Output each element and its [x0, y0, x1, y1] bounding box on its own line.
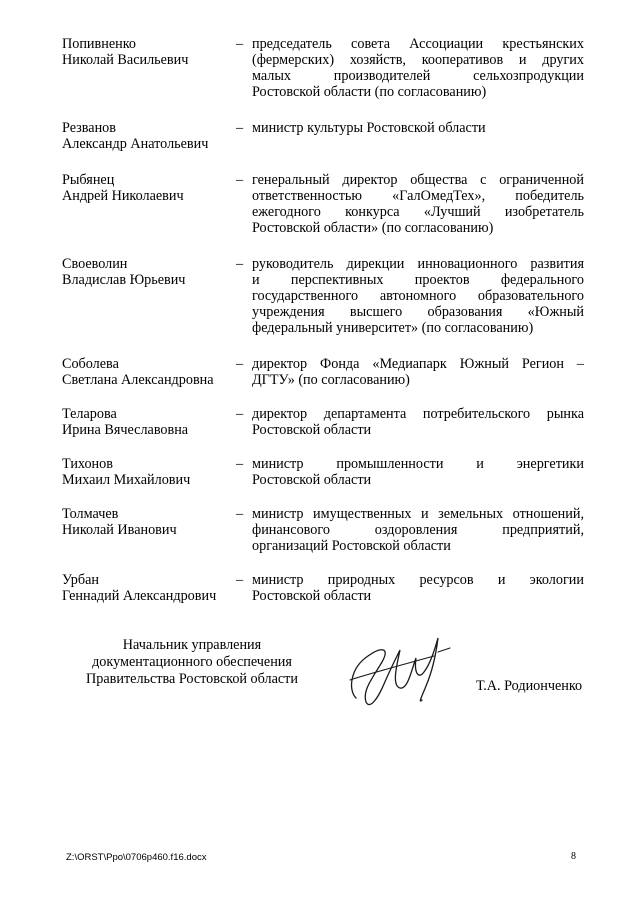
member-position-line: федеральный университет» (по согласованию) [252, 320, 534, 336]
member-position [252, 356, 584, 388]
member-row [62, 406, 584, 438]
member-position-line: государственного автономного образовательного [252, 288, 584, 304]
member-position-line: министр природных ресурсов и экологии [252, 572, 584, 588]
member-position-line: руководитель дирекции инновационного развития [252, 256, 584, 272]
member-name [62, 572, 227, 604]
member-position-line: директор Фонда «Медиапарк Южный Регион – [252, 356, 584, 372]
member-position-line: Ростовской области [252, 422, 372, 438]
member-position-line: ДГТУ» (по согласованию) [252, 372, 410, 388]
member-position [252, 36, 584, 100]
member-name-line: Ирина Вячеславовна [62, 422, 189, 438]
member-row [62, 256, 584, 336]
member-position-line: финансового оздоровления предприятий, [252, 522, 584, 538]
member-position [252, 456, 584, 488]
handwritten-signature [338, 628, 458, 718]
member-dash: – [235, 256, 244, 272]
member-position-line: ответственностью «ГалОмедТех», победитель [252, 188, 584, 204]
member-dash: – [235, 572, 244, 588]
member-position-line: министр имущественных и земельных отношений, [252, 506, 584, 522]
member-position-line: малых производителей сельхозпродукции [252, 68, 584, 84]
member-name [62, 456, 227, 488]
signer-name: Т.А. Родионченко [476, 678, 583, 694]
member-position-line: учреждения высшего образования «Южный [252, 304, 584, 320]
member-position-line: ежегодного конкурса «Лучший изобретатель [252, 204, 584, 220]
member-name-line: Толмачев [62, 506, 119, 522]
member-row [62, 456, 584, 488]
member-name-line: Рыбянец [62, 172, 115, 188]
member-dash: – [235, 172, 244, 188]
member-name-line: Соболева [62, 356, 119, 372]
member-position-line: организаций Ростовской области [252, 538, 451, 554]
member-name-line: Михаил Михайлович [62, 472, 191, 488]
member-name [62, 36, 227, 68]
member-dash: – [235, 506, 244, 522]
member-position-line: Ростовской области» (по согласованию) [252, 220, 494, 236]
member-position-line: Ростовской области [252, 588, 372, 604]
member-position [252, 256, 584, 336]
member-name-line: Александр Анатольевич [62, 136, 209, 152]
member-name-line: Николай Иванович [62, 522, 177, 538]
member-name [62, 256, 227, 288]
member-name-line: Резванов [62, 120, 116, 136]
member-row [62, 36, 584, 100]
member-position-line: и перспективных проектов федерального [252, 272, 584, 288]
member-position-line: Ростовской области [252, 472, 372, 488]
member-name-line: Андрей Николаевич [62, 188, 184, 204]
member-name [62, 406, 227, 438]
member-position [252, 506, 584, 554]
member-dash: – [235, 36, 244, 52]
member-name-line: Своеволин [62, 256, 128, 272]
member-position-line: председатель совета Ассоциации крестьянских [252, 36, 584, 52]
member-name-line: Урбан [62, 572, 99, 588]
member-dash: – [235, 406, 244, 422]
member-row [62, 356, 584, 388]
member-position [252, 120, 584, 136]
member-position [252, 172, 584, 236]
member-position-line: министр промышленности и энергетики [252, 456, 584, 472]
member-row [62, 506, 584, 554]
member-position-line: директор департамента потребительского рынка [252, 406, 584, 422]
member-name-line: Попивненко [62, 36, 136, 52]
member-name-line: Светлана Александровна [62, 372, 214, 388]
member-name [62, 506, 227, 538]
member-name-line: Николай Васильевич [62, 52, 189, 68]
member-name-line: Владислав Юрьевич [62, 272, 186, 288]
member-name [62, 172, 227, 204]
member-dash: – [235, 120, 244, 136]
member-position-line: (фермерских) хозяйств, кооперативов и других [252, 52, 584, 68]
signatory-title-line-2: документационного обеспечения [92, 654, 292, 670]
member-position-line: генеральный директор общества с ограниченной [252, 172, 584, 188]
member-position-line: министр культуры Ростовской области [252, 120, 486, 136]
member-position [252, 406, 584, 438]
signatory-title-line-3: Правительства Ростовской области [86, 671, 298, 687]
member-name [62, 120, 227, 152]
member-name-line: Тихонов [62, 456, 113, 472]
signatory-title-line-1: Начальник управления [122, 637, 262, 653]
member-dash: – [235, 456, 244, 472]
member-name-line: Геннадий Александрович [62, 588, 217, 604]
member-name [62, 356, 227, 388]
member-row [62, 572, 584, 604]
members-list [62, 36, 584, 604]
member-position [252, 572, 584, 604]
file-path: Z:\ORST\Ppo\0706p460.f16.docx [66, 852, 207, 863]
member-dash: – [235, 356, 244, 372]
member-row [62, 120, 584, 152]
page-number: 8 [571, 851, 576, 862]
member-name-line: Теларова [62, 406, 117, 422]
member-position-line: Ростовской области (по согласованию) [252, 84, 487, 100]
member-row [62, 172, 584, 236]
signatory-title [62, 637, 322, 688]
